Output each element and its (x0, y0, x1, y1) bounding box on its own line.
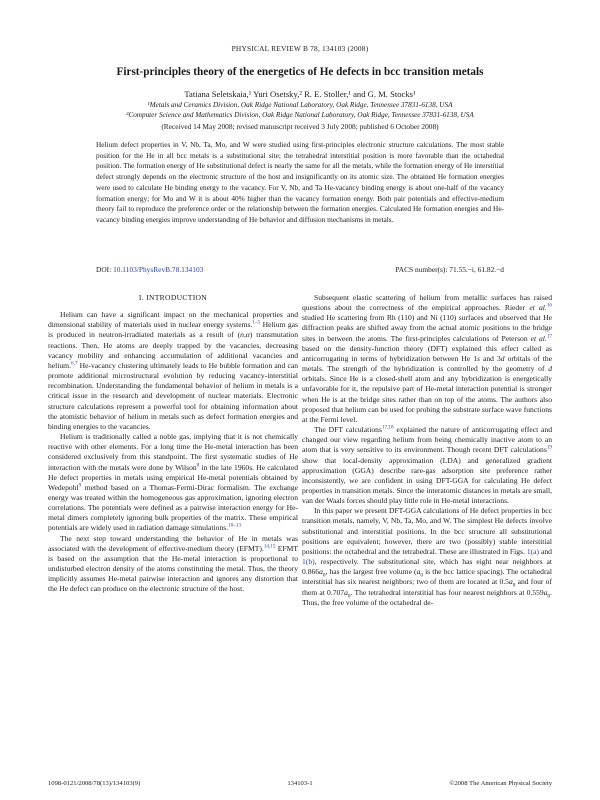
paper-title: First-principles theory of the energetics of He defects in bcc transition metals (116, 66, 484, 78)
section-title: I. INTRODUCTION (138, 293, 208, 302)
paragraph: The DFT calculations$^{17,18}$ explained the nature of anticorrugating effect and changed our view regarding helium from being chemically inactive atom to an atom that is very sensitive to its environment. Though recent DFT calculations$^{19}$ show that local-density approximation (LDA) and generalized gradient approximation (GGA) describe rare-gas adsorption site preference rather inconsistently, we are confident in using DFT-GGA for calculating He defect properties in transition metals. Since the interatomic distances in metals are small, van der Waals forces should play little role in He-metal interactions. (302, 424, 552, 506)
left-column (48, 293, 298, 595)
doi-row (96, 265, 504, 277)
doi-link[interactable]: 10.1103/PhysRevB.78.134103 (113, 265, 204, 274)
abstract: Helium defect properties in V, Nb, Ta, Mo, and W were studied using first-principles electronic structure calculations. The most stable position for the He in all bcc metals is a substitutional site; the tetrahedral interstitial position is more favorable than the octahedral position. The formation energy of He substitutional defect is nearly the same for all the metals, while the formation energy of He interstitial defect strongly depends on the electronic structure of the host and insignificantly on its atomic size. The obtained He formation energies were used to calculate He binding energy to the vacancy. For V, Nb, and Ta He-vacancy binding energy is about one-half of the vacancy formation energy; for Mo and W it is about 40% higher than the vacancy formation energy. Both pair potentials and effective-medium theory fail to reproduce the preference order or the relationship between the formation energies. Calculated He formation energies and He-vacancy binding energies improve understanding of He behavior and diffusion mechanisms in metals. (96, 140, 504, 224)
paragraph: Helium is traditionally called a noble gas, implying that it is not chemically reactive with other elements. For a long time the He-metal interaction has been considered exclusively from this standpoint. The first systematic studies of He interaction with the metals were done by Wilson$^8$ in the late 1960s. He calculated He defect properties in metals using empirical He-metal potentials obtained by Wedepohl$^9$ method based on a Thomas-Fermi-Dirac formalism. The exchange energy was treated within the homogeneous gas approximation, ignoring electron correlations. The potentials were defined as a pairwise interaction energy for He-metal dimers completely ignoring bulk properties of the matrix. These empirical potentials are widely used in radiation damage simulations.$^{10-13}$ (48, 432, 298, 533)
doi-line (96, 265, 203, 274)
pacs-numbers: PACS number(s): 71.55.−i, 61.82.−d (395, 265, 504, 274)
right-column (302, 293, 552, 608)
affiliation-2: ²Computer Science and Mathematics Division, Oak Ridge National Laboratory, Oak Ridge, Tennessee 37831-6138, USA (126, 111, 474, 119)
paragraph: Helium can have a significant impact on the mechanical properties and dimensional stability of materials used in nuclear energy systems.$^{1-5}$ Helium gas is produced in neutron-irradiated materials as a result of (n,α) transmutation reactions. Then, He atoms are deeply trapped by the vacancies, decreasing vacancy mobility and enhancing accumulation of additional vacancies and helium.$^{6,7}$ He-vacancy clustering ultimately leads to He bubble formation and can promote additional microstructural evolution by reducing vacancy-interstitial recombination. Understanding the fundamental behavior of helium in metals is a critical issue in the research and development of nuclear materials. Electronic structure calculations represent a powerful tool for obtaining information about the atomistic behavior of helium in metals such as defect formation energies and binding energies to the vacancies. (48, 310, 299, 431)
footer-copyright: ©2008 The American Physical Society (449, 780, 552, 787)
footer-issn: 1098-0121/2008/78(13)/134103(9) (48, 780, 141, 787)
doi-label: DOI: (96, 265, 112, 274)
received-dates: (Received 14 May 2008; revised manuscript received 3 July 2008; published 6 October 2008) (161, 122, 439, 131)
affiliation-1: ¹Metals and Ceramics Division, Oak Ridge National Laboratory, Oak Ridge, Tennessee 37831-6138, USA (147, 101, 453, 109)
paragraph: Subsequent elastic scattering of helium from metallic surfaces has raised questions about the correctness of the empirical approaches. Rieder et al.$^{16}$ studied He scattering from Rh (110) and Ni (110) surfaces and observed that He diffraction peaks are shifted away from the actual atomic positions to the bridge sites in between the atoms. The first-principles calculations of Peterson et al.$^{17}$ based on the density-function theory (DFT) explained this effect called as anticorrugating in terms of hybridization between He 1s and 3d orbitals of the metals. The strength of the hybridization is controlled by the geometry of d orbitals. Since He is a closed-shell atom and any hybridization is energetically unfavorable for it, the repulsive part of He-metal interaction potential is stronger when He is at the bridge sites rather than on top of the atoms. The authors also proposed that helium can be used for probing the substrate surface wave functions at the Fermi level. (302, 293, 552, 424)
author-list: Tatiana Seletskaia,¹ Yuri Osetsky,² R. E. Stoller,¹ and G. M. Stocks¹ (184, 89, 416, 99)
paragraph: In this paper we present DFT-GGA calculations of He defect properties in bcc transition metals, namely, V, Nb, Ta, Mo, and W. The simplest He defects involve substitutional and interstitial positions. In the bcc structure all substitutional positions are equivalent; however, there are two (possibly) stable interstitial positions: the octahedral and the tetrahedral. These are illustrated in Figs. 1(a) and 1(b), respectively. The substitutional site, which has eight near neighbors at $0.866a_0$, has the largest free volume ($a_0$ is the bcc lattice spacing). The octahedral interstitial has six nearest neighbors; two of them are located at $0.5a_0$ and four of them at $0.707a_0$. The tetrahedral interstitial has four nearest neighbors at $0.559a_0$. Thus, the free volume of the octahedral de- (302, 506, 552, 607)
paragraph: The next step toward understanding the behavior of He in metals was associated with the development of effective-medium theory (EFMT).$^{14,15}$ EFMT is based on the assumption that the He-metal interaction is proportional to undisturbed electron density of the atoms constituting the metal. Thus, the theory implicitly assumes He-metal pairwise interaction and ignores any distortion that the He defect can produce on the electronic structure of the host. (48, 533, 298, 594)
journal-header: PHYSICAL REVIEW B 78, 134103 (2008) (231, 44, 369, 53)
footer-page-number: 134103-1 (287, 780, 313, 787)
page-footer (48, 780, 552, 790)
